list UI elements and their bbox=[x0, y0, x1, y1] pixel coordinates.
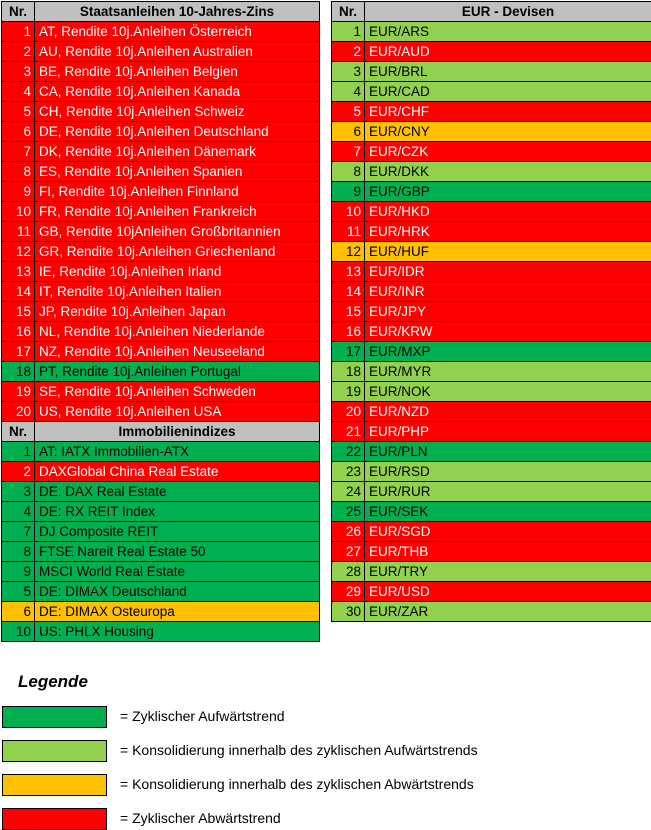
staatsanleihen-row bbox=[2, 162, 320, 182]
immobilien-name: US: PHLX Housing bbox=[35, 622, 320, 642]
devisen-nr: 4 bbox=[332, 82, 365, 102]
staatsanleihen-name: AU, Rendite 10j.Anleihen Australien bbox=[35, 42, 320, 62]
staatsanleihen-row bbox=[2, 402, 320, 422]
devisen-header-row bbox=[332, 2, 651, 22]
devisen-nr: 13 bbox=[332, 262, 365, 282]
devisen-nr: 9 bbox=[332, 182, 365, 202]
devisen-row bbox=[332, 22, 651, 42]
staatsanleihen-name: CA, Rendite 10j.Anleihen Kanada bbox=[35, 82, 320, 102]
devisen-nr: 3 bbox=[332, 62, 365, 82]
staatsanleihen-name: NZ, Rendite 10j.Anleihen Neuseeland bbox=[35, 342, 320, 362]
staatsanleihen-nr: 1 bbox=[2, 22, 35, 42]
devisen-row bbox=[332, 162, 651, 182]
staatsanleihen-row bbox=[2, 282, 320, 302]
devisen-nr: 21 bbox=[332, 422, 365, 442]
devisen-nr: 27 bbox=[332, 542, 365, 562]
devisen-row bbox=[332, 382, 651, 402]
staatsanleihen-name: IE, Rendite 10j.Anleihen Irland bbox=[35, 262, 320, 282]
devisen-row bbox=[332, 442, 651, 462]
devisen-name: EUR/CZK bbox=[365, 142, 651, 162]
immobilien-name: DE: RX REIT Index bbox=[35, 502, 320, 522]
immobilien-nr: 1 bbox=[2, 442, 35, 462]
staatsanleihen-nr: 15 bbox=[2, 302, 35, 322]
staatsanleihen-nr: 5 bbox=[2, 102, 35, 122]
devisen-nr: 19 bbox=[332, 382, 365, 402]
immobilien-row bbox=[2, 582, 320, 602]
staatsanleihen-name: FR, Rendite 10j.Anleihen Frankreich bbox=[35, 202, 320, 222]
immobilien-name: MSCI World Real Estate bbox=[35, 562, 320, 582]
staatsanleihen-nr: 19 bbox=[2, 382, 35, 402]
devisen-name: EUR/MYR bbox=[365, 362, 651, 382]
staatsanleihen-name: PT, Rendite 10j.Anleihen Portugal bbox=[35, 362, 320, 382]
staatsanleihen-nr: 7 bbox=[2, 142, 35, 162]
devisen-nr: 15 bbox=[332, 302, 365, 322]
staatsanleihen-name: GB, Rendite 10jAnleihen Großbritannien bbox=[35, 222, 320, 242]
devisen-body bbox=[332, 22, 651, 622]
legend-swatch bbox=[2, 808, 107, 830]
devisen-name: EUR/NZD bbox=[365, 402, 651, 422]
devisen-nr: 23 bbox=[332, 462, 365, 482]
immobilien-row bbox=[2, 562, 320, 582]
devisen-row bbox=[332, 42, 651, 62]
immobilien-name: DE: DIMAX Deutschland bbox=[35, 582, 320, 602]
legend-item bbox=[2, 808, 642, 830]
staatsanleihen-name: FI, Rendite 10j.Anleihen Finnland bbox=[35, 182, 320, 202]
immobilien-nr: 4 bbox=[2, 502, 35, 522]
legend-item bbox=[2, 774, 642, 796]
staatsanleihen-nr: 8 bbox=[2, 162, 35, 182]
devisen-table bbox=[331, 1, 651, 622]
devisen-row bbox=[332, 82, 651, 102]
devisen-nr: 16 bbox=[332, 322, 365, 342]
staatsanleihen-body bbox=[2, 22, 320, 422]
devisen-nr: 22 bbox=[332, 442, 365, 462]
devisen-name: EUR/ZAR bbox=[365, 602, 651, 622]
devisen-nr: 2 bbox=[332, 42, 365, 62]
immobilien-row bbox=[2, 502, 320, 522]
devisen-header-nr: Nr. bbox=[332, 2, 365, 22]
immobilien-nr: 7 bbox=[2, 522, 35, 542]
devisen-nr: 8 bbox=[332, 162, 365, 182]
devisen-row bbox=[332, 62, 651, 82]
devisen-name: EUR/AUD bbox=[365, 42, 651, 62]
immobilien-name: DE: DIMAX Osteuropa bbox=[35, 602, 320, 622]
staatsanleihen-nr: 6 bbox=[2, 122, 35, 142]
staatsanleihen-row bbox=[2, 302, 320, 322]
devisen-nr: 5 bbox=[332, 102, 365, 122]
devisen-nr: 14 bbox=[332, 282, 365, 302]
devisen-name: EUR/DKK bbox=[365, 162, 651, 182]
immobilien-nr: 8 bbox=[2, 542, 35, 562]
devisen-name: EUR/HRK bbox=[365, 222, 651, 242]
staatsanleihen-name: IT, Rendite 10j.Anleihen Italien bbox=[35, 282, 320, 302]
staatsanleihen-row bbox=[2, 382, 320, 402]
staatsanleihen-nr: 20 bbox=[2, 402, 35, 422]
devisen-row bbox=[332, 502, 651, 522]
staatsanleihen-nr: 16 bbox=[2, 322, 35, 342]
staatsanleihen-nr: 9 bbox=[2, 182, 35, 202]
staatsanleihen-name: SE, Rendite 10j.Anleihen Schweden bbox=[35, 382, 320, 402]
left-table bbox=[1, 1, 320, 642]
devisen-row bbox=[332, 562, 651, 582]
staatsanleihen-row bbox=[2, 62, 320, 82]
staatsanleihen-nr: 4 bbox=[2, 82, 35, 102]
legend-title: Legende bbox=[18, 672, 88, 692]
staatsanleihen-row bbox=[2, 142, 320, 162]
staatsanleihen-row bbox=[2, 362, 320, 382]
immobilien-row bbox=[2, 442, 320, 462]
devisen-row bbox=[332, 102, 651, 122]
devisen-row bbox=[332, 482, 651, 502]
immobilien-nr: 6 bbox=[2, 602, 35, 622]
immobilien-header-title: Immobilienindizes bbox=[35, 422, 320, 442]
devisen-name: EUR/IDR bbox=[365, 262, 651, 282]
devisen-name: EUR/ARS bbox=[365, 22, 651, 42]
immobilien-header-row bbox=[2, 422, 320, 442]
devisen-nr: 12 bbox=[332, 242, 365, 262]
legend-text: = Zyklischer Aufwärtstrend bbox=[120, 708, 285, 724]
immobilien-name: FTSE Nareit Real Estate 50 bbox=[35, 542, 320, 562]
devisen-row bbox=[332, 282, 651, 302]
staatsanleihen-nr: 3 bbox=[2, 62, 35, 82]
legend-item bbox=[2, 706, 642, 728]
staatsanleihen-name: AT, Rendite 10j.Anleihen Österreich bbox=[35, 22, 320, 42]
staatsanleihen-name: DK, Rendite 10j.Anleihen Dänemark bbox=[35, 142, 320, 162]
devisen-nr: 28 bbox=[332, 562, 365, 582]
immobilien-row bbox=[2, 602, 320, 622]
devisen-nr: 17 bbox=[332, 342, 365, 362]
staatsanleihen-row bbox=[2, 42, 320, 62]
staatsanleihen-header-title: Staatsanleihen 10-Jahres-Zins bbox=[35, 2, 320, 22]
immobilien-row bbox=[2, 462, 320, 482]
devisen-name: EUR/PLN bbox=[365, 442, 651, 462]
devisen-row bbox=[332, 242, 651, 262]
devisen-nr: 7 bbox=[332, 142, 365, 162]
immobilien-nr: 2 bbox=[2, 462, 35, 482]
immobilien-row bbox=[2, 522, 320, 542]
devisen-nr: 29 bbox=[332, 582, 365, 602]
devisen-nr: 10 bbox=[332, 202, 365, 222]
devisen-row bbox=[332, 262, 651, 282]
devisen-row bbox=[332, 362, 651, 382]
staatsanleihen-row bbox=[2, 262, 320, 282]
devisen-row bbox=[332, 422, 651, 442]
devisen-name: EUR/RUR bbox=[365, 482, 651, 502]
devisen-row bbox=[332, 182, 651, 202]
staatsanleihen-row bbox=[2, 202, 320, 222]
devisen-nr: 24 bbox=[332, 482, 365, 502]
devisen-name: EUR/CAD bbox=[365, 82, 651, 102]
staatsanleihen-name: GR, Rendite 10j.Anleihen Griechenland bbox=[35, 242, 320, 262]
devisen-row bbox=[332, 402, 651, 422]
devisen-name: EUR/SGD bbox=[365, 522, 651, 542]
devisen-row bbox=[332, 522, 651, 542]
devisen-name: EUR/HUF bbox=[365, 242, 651, 262]
devisen-name: EUR/GBP bbox=[365, 182, 651, 202]
staatsanleihen-nr: 12 bbox=[2, 242, 35, 262]
devisen-name: EUR/CNY bbox=[365, 122, 651, 142]
devisen-nr: 6 bbox=[332, 122, 365, 142]
devisen-name: EUR/PHP bbox=[365, 422, 651, 442]
devisen-name: EUR/SEK bbox=[365, 502, 651, 522]
devisen-row bbox=[332, 122, 651, 142]
staatsanleihen-row bbox=[2, 122, 320, 142]
legend-swatch bbox=[2, 740, 107, 762]
immobilien-row bbox=[2, 482, 320, 502]
immobilien-name: DAXGlobal China Real Estate bbox=[35, 462, 320, 482]
immobilien-row bbox=[2, 622, 320, 642]
devisen-row bbox=[332, 222, 651, 242]
staatsanleihen-header-nr: Nr. bbox=[2, 2, 35, 22]
staatsanleihen-name: US, Rendite 10j.Anleihen USA bbox=[35, 402, 320, 422]
staatsanleihen-nr: 13 bbox=[2, 262, 35, 282]
staatsanleihen-nr: 2 bbox=[2, 42, 35, 62]
immobilien-header-nr: Nr. bbox=[2, 422, 35, 442]
devisen-row bbox=[332, 582, 651, 602]
immobilien-name: AT: IATX Immobilien-ATX bbox=[35, 442, 320, 462]
devisen-name: EUR/BRL bbox=[365, 62, 651, 82]
legend-text: = Konsolidierung innerhalb des zyklischen Aufwärtstrends bbox=[120, 742, 478, 758]
staatsanleihen-name: ES, Rendite 10j.Anleihen Spanien bbox=[35, 162, 320, 182]
devisen-nr: 18 bbox=[332, 362, 365, 382]
devisen-header-title: EUR - Devisen bbox=[365, 2, 651, 22]
staatsanleihen-nr: 18 bbox=[2, 362, 35, 382]
staatsanleihen-row bbox=[2, 102, 320, 122]
staatsanleihen-nr: 14 bbox=[2, 282, 35, 302]
devisen-row bbox=[332, 142, 651, 162]
devisen-row bbox=[332, 322, 651, 342]
staatsanleihen-row bbox=[2, 82, 320, 102]
devisen-nr: 1 bbox=[332, 22, 365, 42]
legend-text: = Zyklischer Abwärtstrend bbox=[120, 810, 281, 826]
staatsanleihen-nr: 10 bbox=[2, 202, 35, 222]
devisen-name: EUR/MXP bbox=[365, 342, 651, 362]
immobilien-nr: 5 bbox=[2, 582, 35, 602]
devisen-name: EUR/JPY bbox=[365, 302, 651, 322]
devisen-row bbox=[332, 202, 651, 222]
staatsanleihen-row bbox=[2, 182, 320, 202]
staatsanleihen-name: BE, Rendite 10j.Anleihen Belgien bbox=[35, 62, 320, 82]
devisen-name: EUR/NOK bbox=[365, 382, 651, 402]
immobilien-name: DE: DAX Real Estate bbox=[35, 482, 320, 502]
legend-text: = Konsolidierung innerhalb des zyklischen Abwärtstrends bbox=[120, 776, 474, 792]
devisen-nr: 20 bbox=[332, 402, 365, 422]
immobilien-body bbox=[2, 442, 320, 642]
devisen-name: EUR/THB bbox=[365, 542, 651, 562]
devisen-name: EUR/RSD bbox=[365, 462, 651, 482]
devisen-nr: 30 bbox=[332, 602, 365, 622]
immobilien-name: DJ Composite REIT bbox=[35, 522, 320, 542]
immobilien-row bbox=[2, 542, 320, 562]
devisen-name: EUR/HKD bbox=[365, 202, 651, 222]
legend-swatch bbox=[2, 706, 107, 728]
staatsanleihen-row bbox=[2, 322, 320, 342]
devisen-row bbox=[332, 462, 651, 482]
staatsanleihen-name: DE, Rendite 10j.Anleihen Deutschland bbox=[35, 122, 320, 142]
devisen-name: EUR/USD bbox=[365, 582, 651, 602]
devisen-name: EUR/TRY bbox=[365, 562, 651, 582]
immobilien-nr: 9 bbox=[2, 562, 35, 582]
devisen-nr: 26 bbox=[332, 522, 365, 542]
devisen-name: EUR/INR bbox=[365, 282, 651, 302]
devisen-row bbox=[332, 342, 651, 362]
staatsanleihen-nr: 17 bbox=[2, 342, 35, 362]
staatsanleihen-row bbox=[2, 22, 320, 42]
devisen-name: EUR/CHF bbox=[365, 102, 651, 122]
staatsanleihen-name: CH, Rendite 10j.Anleihen Schweiz bbox=[35, 102, 320, 122]
devisen-nr: 11 bbox=[332, 222, 365, 242]
staatsanleihen-row bbox=[2, 342, 320, 362]
devisen-row bbox=[332, 302, 651, 322]
devisen-row bbox=[332, 602, 651, 622]
immobilien-nr: 10 bbox=[2, 622, 35, 642]
staatsanleihen-name: JP, Rendite 10j.Anleihen Japan bbox=[35, 302, 320, 322]
staatsanleihen-name: NL, Rendite 10j.Anleihen Niederlande bbox=[35, 322, 320, 342]
staatsanleihen-nr: 11 bbox=[2, 222, 35, 242]
immobilien-nr: 3 bbox=[2, 482, 35, 502]
staatsanleihen-row bbox=[2, 242, 320, 262]
devisen-name: EUR/KRW bbox=[365, 322, 651, 342]
devisen-row bbox=[332, 542, 651, 562]
legend-item bbox=[2, 740, 642, 762]
staatsanleihen-header-row bbox=[2, 2, 320, 22]
legend-swatch bbox=[2, 774, 107, 796]
staatsanleihen-row bbox=[2, 222, 320, 242]
devisen-nr: 25 bbox=[332, 502, 365, 522]
